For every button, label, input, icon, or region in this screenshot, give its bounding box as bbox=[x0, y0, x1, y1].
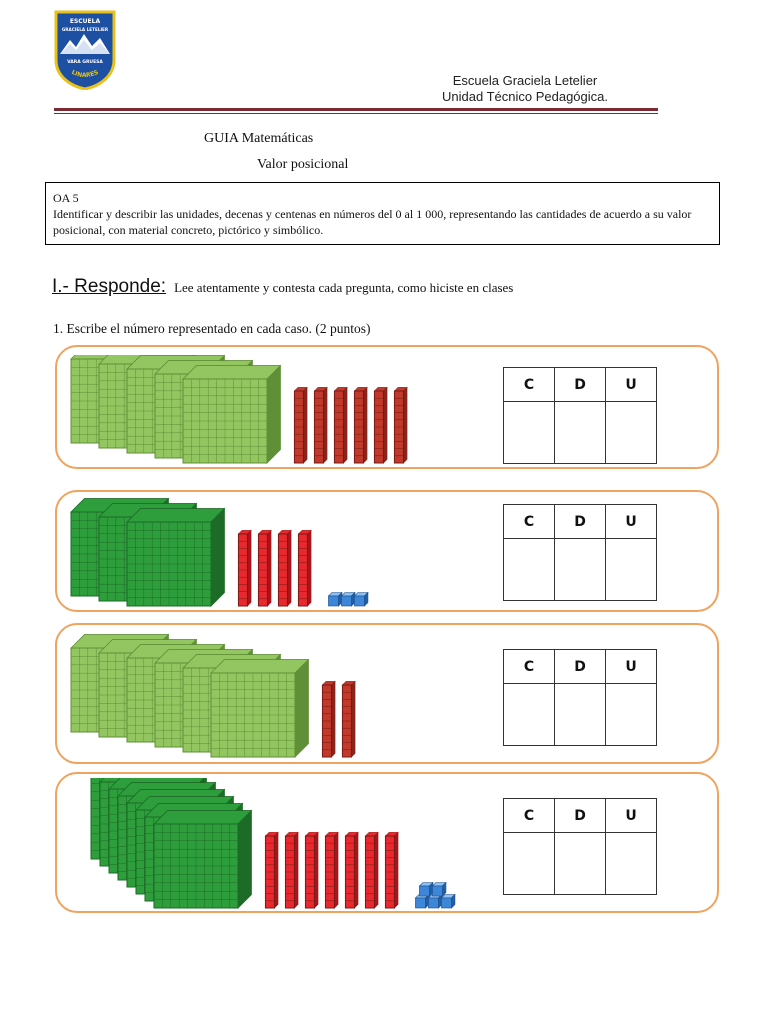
objective-text: Identificar y describir las unidades, decenas y centenas en números del 0 al 1 000, representando las cantidades de acuerdo a su valor posicional, con material concreto, pictórico y simbólico. bbox=[53, 207, 692, 237]
unit-cube bbox=[354, 593, 368, 607]
place-value-table-1 bbox=[503, 367, 657, 464]
hundred-block-face bbox=[183, 379, 267, 463]
ten-rod-face bbox=[334, 391, 343, 463]
answer-cell-unidades[interactable] bbox=[606, 539, 657, 601]
ten-rod-face bbox=[354, 391, 363, 463]
ten-rod-face bbox=[365, 836, 374, 908]
ten-rod-face bbox=[298, 534, 307, 606]
answer-cell-centenas[interactable] bbox=[504, 539, 555, 601]
objective-box bbox=[45, 182, 720, 245]
logo-text-place: VARA GRUESA bbox=[67, 60, 103, 65]
ten-rod-face bbox=[342, 685, 351, 757]
ten-rod-face bbox=[374, 391, 383, 463]
header-decenas: D bbox=[555, 650, 606, 684]
header-unidades: U bbox=[606, 799, 657, 833]
section-heading bbox=[52, 276, 513, 298]
objective-code: OA 5 bbox=[53, 191, 79, 205]
ten-rod-face bbox=[345, 836, 354, 908]
base-ten-blocks-3 bbox=[67, 629, 497, 761]
ten-rod-face bbox=[325, 836, 334, 908]
unit-cube bbox=[432, 883, 446, 897]
exercise-panel-1 bbox=[55, 345, 719, 469]
logo-text-name: GRACIELA LETELIER bbox=[61, 27, 109, 32]
ten-rod-face bbox=[278, 534, 287, 606]
ten-rod-face bbox=[305, 836, 314, 908]
school-logo bbox=[54, 10, 116, 90]
exercise-panel-3 bbox=[55, 623, 719, 764]
header-centenas: C bbox=[504, 505, 555, 539]
exercise-panel-2 bbox=[55, 490, 719, 612]
header-decenas: D bbox=[555, 368, 606, 402]
ten-rod-face bbox=[238, 534, 247, 606]
ten-rod-face bbox=[258, 534, 267, 606]
ten-rod-face bbox=[385, 836, 394, 908]
header-decenas: D bbox=[555, 799, 606, 833]
exercise-panel-4 bbox=[55, 772, 719, 913]
school-unit: Unidad Técnico Pedagógica. bbox=[442, 89, 608, 104]
guide-subtitle: Valor posicional bbox=[257, 157, 349, 172]
unit-cube bbox=[328, 593, 342, 607]
ten-rod-face bbox=[265, 836, 274, 908]
unit-cube bbox=[419, 883, 433, 897]
place-value-table-4 bbox=[503, 798, 657, 895]
school-heading bbox=[400, 73, 650, 105]
header-unidades: U bbox=[606, 650, 657, 684]
header-unidades: U bbox=[606, 368, 657, 402]
answer-cell-unidades[interactable] bbox=[606, 402, 657, 464]
section-instruction: Lee atentamente y contesta cada pregunta, como hiciste en clases bbox=[174, 280, 514, 295]
header-centenas: C bbox=[504, 799, 555, 833]
answer-cell-decenas[interactable] bbox=[555, 684, 606, 746]
answer-cell-unidades[interactable] bbox=[606, 684, 657, 746]
header-divider-thick bbox=[54, 108, 658, 111]
ten-rod-face bbox=[285, 836, 294, 908]
guide-title: GUIA Matemáticas bbox=[204, 131, 314, 146]
base-ten-blocks-2 bbox=[67, 498, 497, 610]
hundred-block-face bbox=[127, 522, 211, 606]
logo-text-escuela: ESCUELA bbox=[69, 18, 101, 25]
answer-cell-unidades[interactable] bbox=[606, 833, 657, 895]
answer-cell-centenas[interactable] bbox=[504, 684, 555, 746]
base-ten-blocks-1 bbox=[67, 355, 497, 467]
header-decenas: D bbox=[555, 505, 606, 539]
answer-cell-centenas[interactable] bbox=[504, 833, 555, 895]
place-value-table-2 bbox=[503, 504, 657, 601]
unit-cube bbox=[441, 895, 455, 909]
ten-rod-face bbox=[294, 391, 303, 463]
answer-cell-decenas[interactable] bbox=[555, 539, 606, 601]
answer-cell-centenas[interactable] bbox=[504, 402, 555, 464]
base-ten-blocks-4 bbox=[87, 778, 497, 912]
question-text: 1. Escribe el número representado en cada caso. (2 puntos) bbox=[53, 321, 371, 336]
place-value-table-3 bbox=[503, 649, 657, 746]
school-name: Escuela Graciela Letelier bbox=[452, 73, 598, 88]
ten-rod-face bbox=[394, 391, 403, 463]
header-centenas: C bbox=[504, 650, 555, 684]
header-unidades: U bbox=[606, 505, 657, 539]
header-divider-thin bbox=[54, 113, 658, 114]
unit-cube bbox=[428, 895, 442, 909]
unit-cube bbox=[341, 593, 355, 607]
ten-rod-face bbox=[314, 391, 323, 463]
answer-cell-decenas[interactable] bbox=[555, 833, 606, 895]
logo-text-city: LINARES bbox=[70, 68, 100, 80]
answer-cell-decenas[interactable] bbox=[555, 402, 606, 464]
hundred-block-face bbox=[211, 673, 295, 757]
hundred-block-face bbox=[154, 824, 238, 908]
unit-cube bbox=[415, 895, 429, 909]
header-centenas: C bbox=[504, 368, 555, 402]
section-label: I.- Responde: bbox=[52, 276, 167, 297]
ten-rod-face bbox=[322, 685, 331, 757]
